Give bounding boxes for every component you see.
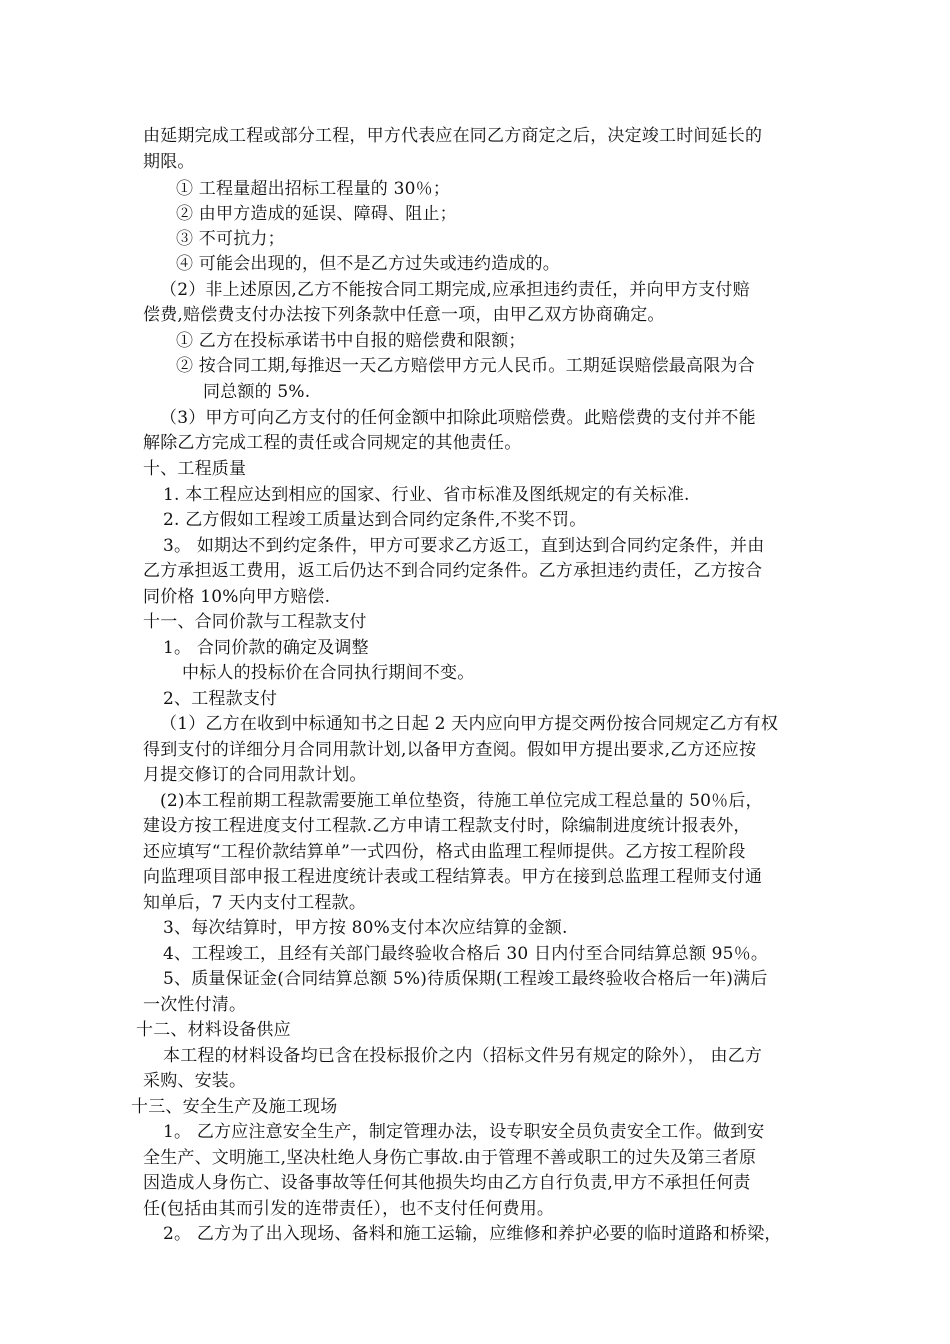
list-item: 1. 本工程应达到相应的国家、行业、省市标准及图纸规定的有关标准.: [163, 485, 690, 505]
text-line: 解除乙方完成工程的责任或合同规定的其他责任。: [143, 433, 522, 453]
text-line: （2）非上述原因,乙方不能按合同工期完成,应承担违约责任，并向甲方支付赔: [160, 280, 750, 300]
text-line: 全生产、文明施工,坚决杜绝人身伤亡事故.由于管理不善或职工的过失及第三者原: [143, 1148, 757, 1168]
text-line: 偿费,赔偿费支付办法按下列条款中任意一项，由甲乙双方协商确定。: [143, 305, 665, 325]
list-item: 2。 乙方为了出入现场、备料和施工运输，应维修和养护必要的临时道路和桥梁，: [163, 1224, 782, 1244]
text-line: 向监理项目部申报工程进度统计表或工程结算表。甲方在接到总监理工程师支付通: [143, 867, 763, 887]
list-item: 4、工程竣工，且经有关部门最终验收合格后 30 日内付至合同结算总额 95％。: [163, 944, 769, 964]
text-line: 同总额的 5%.: [203, 382, 311, 402]
section-heading: 十二、材料设备供应: [136, 1020, 291, 1040]
text-line: （3）甲方可向乙方支付的任何金额中扣除此项赔偿费。此赔偿费的支付并不能: [160, 408, 756, 428]
list-item: 1。 乙方应注意安全生产，制定管理办法，设专职安全员负责安全工作。做到安: [163, 1122, 765, 1142]
text-line: 本工程的材料设备均已含在投标报价之内（招标文件另有规定的除外）， 由乙方: [163, 1046, 763, 1066]
text-line: 期限。: [143, 152, 195, 172]
list-item: ④ 可能会出现的，但不是乙方过失或违约造成的。: [176, 254, 561, 274]
text-line: 建设方按工程进度支付工程款.乙方申请工程款支付时，除编制进度统计报表外，: [143, 816, 751, 836]
text-line: 还应填写“工程价款结算单”一式四份，格式由监理工程师提供。乙方按工程阶段: [143, 842, 746, 862]
text-line: 同价格 10%向甲方赔偿.: [143, 587, 331, 607]
list-item: 3、每次结算时，甲方按 80%支付本次应结算的金额.: [163, 918, 568, 938]
list-item: 1。 合同价款的确定及调整: [163, 638, 369, 658]
list-item: 2. 乙方假如工程竣工质量达到合同约定条件,不奖不罚。: [163, 510, 587, 530]
list-item: ③ 不可抗力；: [176, 229, 285, 249]
text-line: 中标人的投标价在合同执行期间不变。: [182, 663, 475, 683]
text-line: 一次性付清。: [143, 995, 247, 1015]
text-line: 因造成人身伤亡、设备事故等任何其他损失均由乙方自行负责,甲方不承担任何责: [143, 1173, 751, 1193]
section-heading: 十一、合同价款与工程款支付: [143, 612, 367, 632]
list-item: 3。 如期达不到约定条件，甲方可要求乙方返工，直到达到合同约定条件，并由: [163, 536, 765, 556]
text-line: 乙方承担返工费用，返工后仍达不到合同约定条件。乙方承担违约责任，乙方按合: [143, 561, 763, 581]
section-heading: 十三、安全生产及施工现场: [131, 1097, 338, 1117]
text-line: （1）乙方在收到中标通知书之日起 2 天内应向甲方提交两份按合同规定乙方有权: [160, 714, 779, 734]
section-heading: 十、工程质量: [143, 459, 247, 479]
text-line: 得到支付的详细分月合同用款计划,以备甲方查阅。假如甲方提出要求,乙方还应按: [143, 740, 757, 760]
text-line: 采购、安装。: [143, 1071, 247, 1091]
text-line: (2)本工程前期工程款需要施工单位垫资，待施工单位完成工程总量的 50％后，: [160, 791, 763, 811]
text-line: 由延期完成工程或部分工程，甲方代表应在同乙方商定之后，决定竣工时间延长的: [143, 126, 763, 146]
list-item: ① 工程量超出招标工程量的 30％；: [176, 179, 451, 199]
text-line: 任(包括由其而引发的连带责任），也不支付任何费用。: [143, 1199, 555, 1219]
list-item: ① 乙方在投标承诺书中自报的赔偿费和限额；: [176, 331, 526, 351]
text-line: 月提交修订的合同用款计划。: [143, 765, 367, 785]
list-item: ② 按合同工期,每推迟一天乙方赔偿甲方元人民币。工期延误赔偿最高限为合: [176, 356, 755, 376]
text-line: 知单后，7 天内支付工程款。: [143, 893, 367, 913]
list-item: 2、工程款支付: [163, 689, 278, 709]
list-item: 5、质量保证金(合同结算总额 5%)待质保期(工程竣工最终验收合格后一年)满后: [163, 969, 768, 989]
list-item: ② 由甲方造成的延误、障碍、阻止；: [176, 204, 457, 224]
